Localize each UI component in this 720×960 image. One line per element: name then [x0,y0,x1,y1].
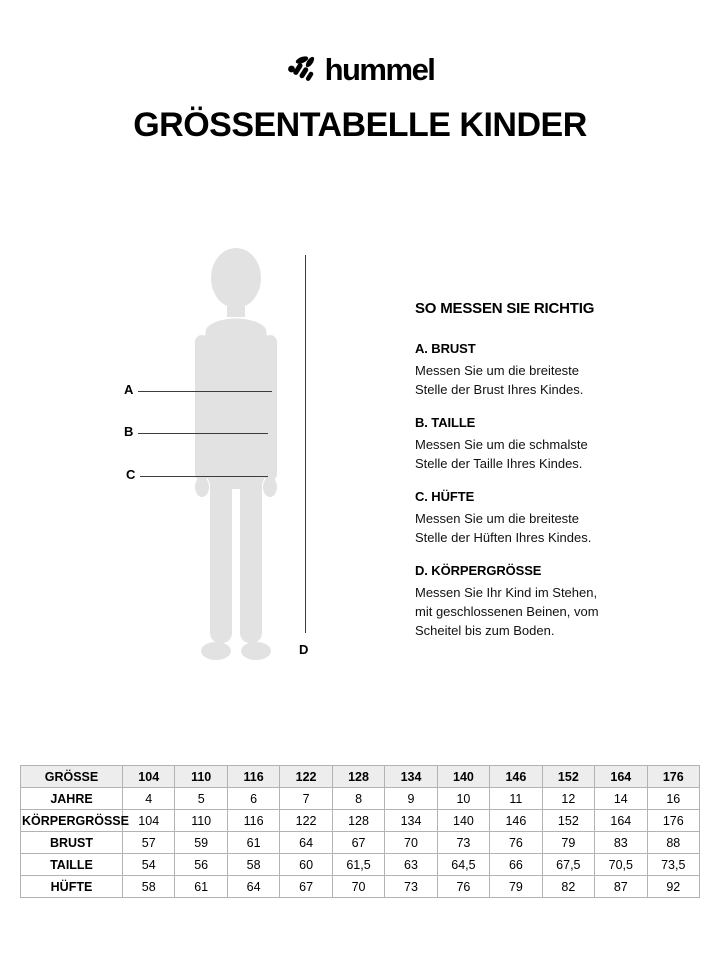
table-cell: 12 [542,788,594,810]
table-cell: 64,5 [437,854,489,876]
table-cell: 67 [280,876,332,898]
height-measure-line [305,255,306,633]
table-cell: 7 [280,788,332,810]
row-label: KÖRPERGRÖSSE [21,810,123,832]
table-cell: 4 [123,788,175,810]
row-label: TAILLE [21,854,123,876]
measurement-diagram [0,245,720,675]
table-cell: 152 [542,766,594,788]
table-cell: 73 [385,876,437,898]
measure-section [415,341,611,399]
table-cell: 164 [595,810,647,832]
table-cell: 59 [175,832,227,854]
table-cell: 14 [595,788,647,810]
table-row [21,766,700,788]
measure-section-title: B. TAILLE [415,415,476,430]
table-cell: 67 [332,832,384,854]
table-cell: 116 [227,766,279,788]
table-cell: 87 [595,876,647,898]
table-cell: 67,5 [542,854,594,876]
measure-section-text: Messen Sie um die schmalste Stelle der Taille Ihres Kindes. [415,437,588,471]
table-cell: 6 [227,788,279,810]
brand-name: hummel [324,52,435,87]
marker-c-label: C [126,467,136,482]
table-cell: 64 [227,876,279,898]
measure-section [415,563,611,640]
measure-section-title: C. HÜFTE [415,489,475,504]
measure-section [415,489,611,547]
table-cell: 10 [437,788,489,810]
table-cell: 146 [490,810,542,832]
table-cell: 5 [175,788,227,810]
table-cell: 57 [123,832,175,854]
table-cell: 92 [647,876,699,898]
table-cell: 140 [437,810,489,832]
table-cell: 76 [437,876,489,898]
table-cell: 152 [542,810,594,832]
measure-section-title: D. KÖRPERGRÖSSE [415,563,542,578]
table-cell: 70 [332,876,384,898]
table-cell: 104 [123,766,175,788]
table-cell: 56 [175,854,227,876]
table-cell: 76 [490,832,542,854]
hip-measure-line [140,476,268,477]
table-cell: 110 [175,810,227,832]
waist-measure-line [138,433,268,434]
table-cell: 146 [490,766,542,788]
table-row [21,810,700,832]
row-label: BRUST [21,832,123,854]
table-cell: 8 [332,788,384,810]
measuring-instructions [415,300,611,656]
table-cell: 61 [175,876,227,898]
measure-sections [415,341,611,640]
size-table-body [21,766,700,898]
table-cell: 11 [490,788,542,810]
measure-section-text: Messen Sie Ihr Kind im Stehen, mit geschlossenen Beinen, vom Scheitel bis zum Boden. [415,585,599,638]
chest-measure-line [138,391,272,392]
table-cell: 88 [647,832,699,854]
table-cell: 79 [542,832,594,854]
size-table [20,765,700,898]
table-cell: 58 [227,854,279,876]
table-row [21,854,700,876]
table-cell: 79 [490,876,542,898]
table-row [21,876,700,898]
measure-section-text: Messen Sie um die breiteste Stelle der Brust Ihres Kindes. [415,363,584,397]
row-label: GRÖSSE [21,766,123,788]
hummel-bee-icon [286,54,318,82]
table-cell: 73 [437,832,489,854]
table-cell: 122 [280,766,332,788]
table-cell: 128 [332,766,384,788]
table-cell: 63 [385,854,437,876]
table-cell: 70,5 [595,854,647,876]
table-cell: 66 [490,854,542,876]
row-label: HÜFTE [21,876,123,898]
marker-b-label: B [124,424,134,439]
table-cell: 134 [385,810,437,832]
table-cell: 134 [385,766,437,788]
table-cell: 122 [280,810,332,832]
table-cell: 61,5 [332,854,384,876]
table-cell: 58 [123,876,175,898]
measure-section-title: A. BRUST [415,341,476,356]
table-cell: 54 [123,854,175,876]
table-cell: 116 [227,810,279,832]
measure-section-text: Messen Sie um die breiteste Stelle der Hüften Ihres Kindes. [415,511,592,545]
child-silhouette [182,247,290,667]
page-title: GRÖSSENTABELLE KINDER [133,106,587,144]
table-cell: 176 [647,810,699,832]
table-cell: 164 [595,766,647,788]
table-cell: 61 [227,832,279,854]
table-cell: 83 [595,832,647,854]
measure-section [415,415,611,473]
row-label: JAHRE [21,788,123,810]
table-cell: 60 [280,854,332,876]
table-cell: 82 [542,876,594,898]
table-cell: 73,5 [647,854,699,876]
table-cell: 70 [385,832,437,854]
marker-d-label: D [299,642,309,657]
instructions-heading: SO MESSEN SIE RICHTIG [415,300,595,317]
table-row [21,788,700,810]
brand-logo [0,54,720,85]
table-cell: 104 [123,810,175,832]
table-cell: 176 [647,766,699,788]
table-cell: 9 [385,788,437,810]
table-cell: 110 [175,766,227,788]
table-cell: 140 [437,766,489,788]
table-cell: 16 [647,788,699,810]
table-cell: 64 [280,832,332,854]
table-cell: 128 [332,810,384,832]
marker-a-label: A [124,382,134,397]
table-row [21,832,700,854]
